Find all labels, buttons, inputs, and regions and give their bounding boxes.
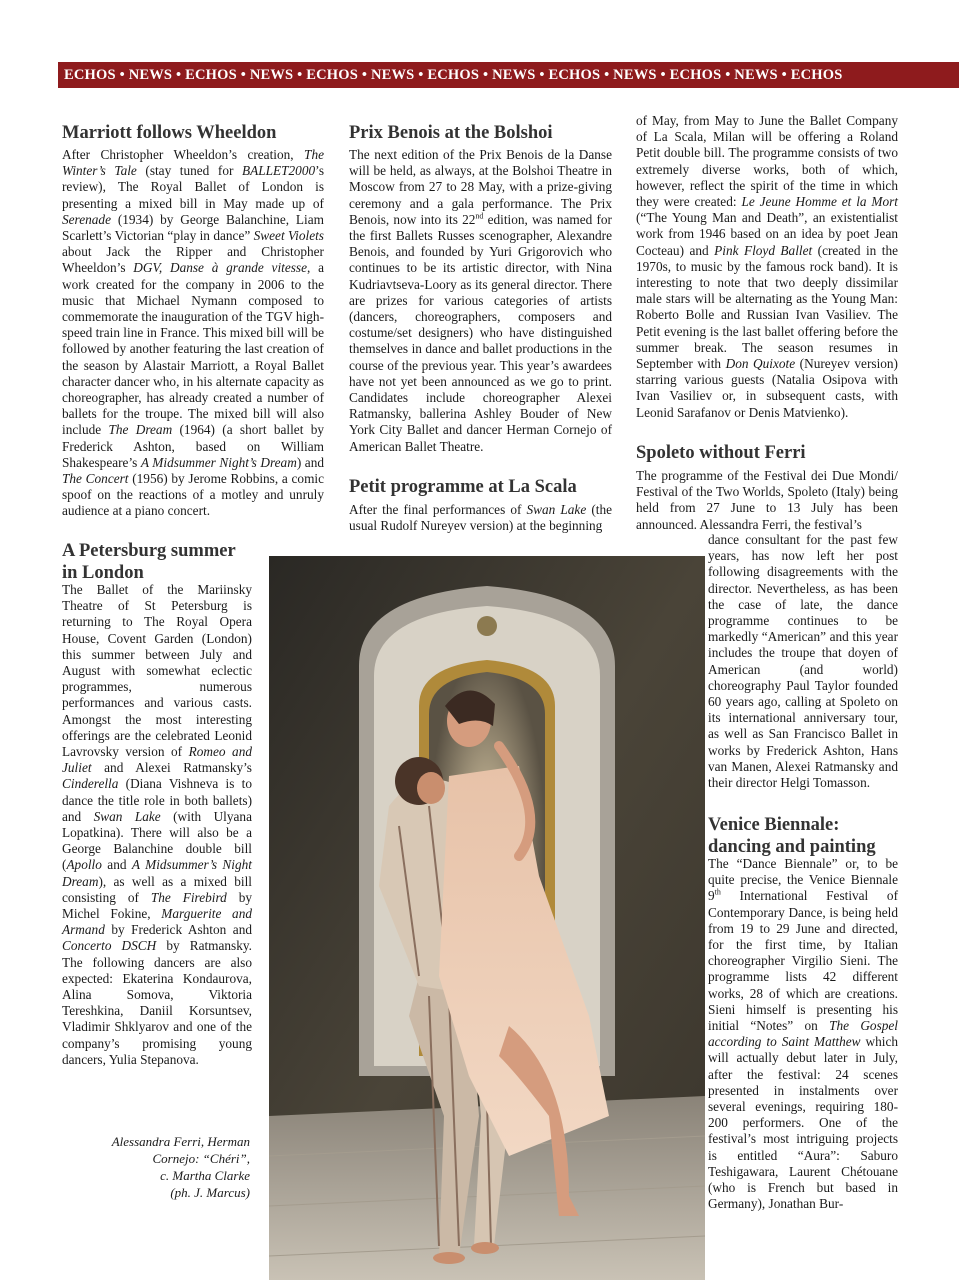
marriott-body: After Christopher Wheeldon’s creation, The Winter’s Tale (stay tuned for BALLET2000’s review), The Royal Ballet of London is presenting a mixed bill in May made up of Serenade (1934) by George Balanchine, Liam Scarlett’s Victorian “play in dance” Sweet Violets about Jack the Ripper and Christopher Wheeldon’s DGV, Danse à grande vitesse, a work created for the company in 2006 to the music that Michael Nymann composed to commemorate the inauguration of the TGV high-speed train line in France. This mixed bill will be followed by another featuring the last creation of the season by Alastair Marriott, a Royal Ballet character dancer who, in his alternate capacity as choreographer, has already created a number of ballets for the troupe. The mixed bill will also include The Dream (1964) (a short ballet by Frederick Ashton, based on William Shakespeare’s A Midsummer Night’s Dream) and The Concert (1956) by Jerome Robbins, a comic spoof on the reactions of a motley and unruly audience at a piano concert.: [62, 147, 325, 519]
petersburg-body: The Ballet of the Mariinsky Theatre of St Petersburg is returning to The Royal Opera House, Covent Garden (London) this summer between July and August with somewhat eclectic programmes, numerous performances and various casts. Amongst the most interesting offerings are the celebrated Leonid Lavrovsky version of Romeo and Juliet and Alexei Ratmansky’s Cinderella (Diana Vishneva is to dance the title role in both ballets) and Swan Lake (with Ulyana Lopatkina). There will also be a George Balanchine double bill (Apollo and A Midsummer’s Night Dream), as well as a mixed bill consisting of The Firebird by Michel Fokine, Marguerite and Armand by Frederick Ashton and Concerto DSCH by Ratmansky. The following dancers are also expected: Ekaterina Kondaurova, Alina Somova, Viktoria Tereshkina, Daniil Korsuntsev, Vladimir Shklyarov and one of the company’s promising young dancers, Yulia Stepanova.: [62, 582, 253, 1067]
benois-body: The next edition of the Prix Benois de la Danse will be held, as always, at the Bolshoi Theatre in Moscow from 27 to 28 May, with a prize-giving ceremony and a gala performance. The Prix Benois, now into its 22nd edition, was named for the first Ballets Russes scenographer, Alexandre Benois, and founded by Yuri Grigorovich who continues to be its artistic director, with Nina Kudriavtseva-Loory as its general director. There are prizes for various categories of artists (dancers, choreographers, composers and costume/set designers) who have distinguished themselves in dance and ballet productions in the course of the previous year. This year’s awardees have not yet been announced as we go to print. Candidates include choreographer Alexei Ratmansky, ballerina Ashley Bouder of New York City Ballet and dancer Herman Cornejo of American Ballet Theatre.: [349, 147, 612, 454]
scala-body: After the final performances of Swan Lake (the usual Rudolf Nureyev version) at the beginning: [349, 502, 613, 534]
spoleto-body-narrow: dance consultant for the past few years, has now left her post following disagreements with the director. Nevertheless, as has been the case of late, the dance programme continues to be markedly “American” and this year includes the troupe that doyen of American (and world) choreography Paul Taylor founded 60 years ago, calling at Spoleto on its international anniversary tour, as well as San Francisco Ballet in works by Frederick Ashton, Hans van Manen, Alexei Ratmansky and their director Helgi Tomasson.: [708, 532, 898, 791]
marriott-title: Marriott follows Wheeldon: [62, 123, 277, 143]
petersburg-title: A Petersburg summer in London: [62, 541, 236, 583]
spoleto-body-top: The programme of the Festival dei Due Mondi/ Festival of the Two Worlds, Spoleto (Italy) being held from 27 June to 13 July has been announced. Alessandra Ferri, the festival’s: [636, 468, 898, 532]
scala-continued: of May, from May to June the Ballet Company of La Scala, Milan will be offering a Roland Petit double bill. The programme consists of two extremely diverse works, both of which, however, reflect the spirit of the time in which they were created: Le Jeune Homme et la Mort (“The Young Man and Death”, an existentialist work from 1946 based on an idea by poet Jean Cocteau) and Pink Floyd Ballet (created in the 1970s, to music by the famous rock band). It is interesting to note that two deeply dissimilar male stars will be alternating as the Young Man: Roberto Bolle and Russian Ivan Vasiliev. The Petit evening is the last ballet offering before the summer break. The season resumes in September with Don Quixote (Nureyev version) starring various guests (Natalia Osipova with Ivan Vasiliev or, in subsequent casts, with Leonid Sarafanov or Denis Matvienko).: [636, 113, 899, 420]
scala-title: Petit programme at La Scala: [349, 477, 577, 497]
section-banner: ECHOS • NEWS • ECHOS • NEWS • ECHOS • NEWS • ECHOS • NEWS • ECHOS • NEWS • ECHOS • NEWS • ECHOS: [58, 62, 959, 88]
venice-title: Venice Biennale: dancing and painting: [708, 815, 876, 857]
photo-caption: Alessandra Ferri, Herman Cornejo: “Chéri”, c. Martha Clarke (ph. J. Marcus): [111, 1134, 250, 1200]
venice-body: The “Dance Biennale” or, to be quite precise, the Venice Biennale 9th International Festival of Contemporary Dance, is being held from 19 to 29 June and directed, for the first time, by Italian choreographer Virgilio Sieni. The programme lists 42 different works, 28 of which are creations. Sieni himself is presenting his initial “Notes” on The Gospel according to Saint Matthew which will actually debut later in July, after the festival: 24 scenes presented in instalments over several evenings, requiring 180-200 performers. One of the festival’s most intriguing projects is entitled “Aura”: Saburo Teshigawara, Laurent Chétouane (who is French but based in Germany), Jonathan Bur-: [708, 856, 898, 1212]
benois-title: Prix Benois at the Bolshoi: [349, 123, 553, 143]
dancers-photo: [269, 556, 705, 1280]
spoleto-title: Spoleto without Ferri: [636, 443, 806, 463]
